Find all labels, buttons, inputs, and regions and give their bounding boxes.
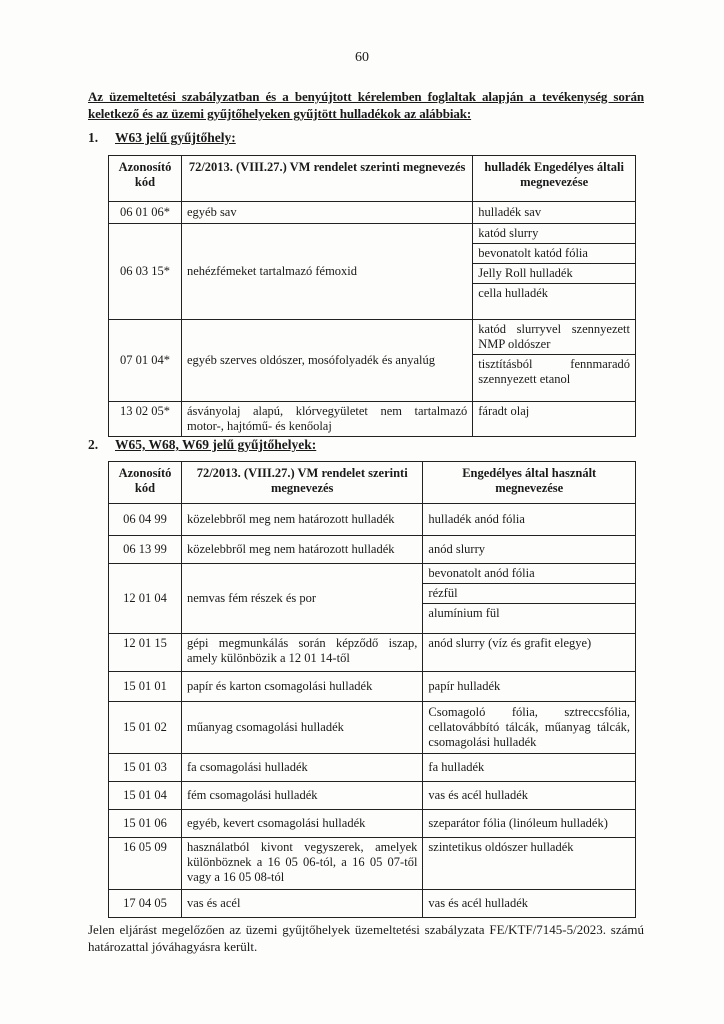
row-code: 15 01 02 xyxy=(109,702,182,754)
section-2-heading xyxy=(88,437,316,453)
table-row xyxy=(109,702,636,754)
table-row xyxy=(109,564,636,634)
table-row xyxy=(109,202,636,224)
row-code: 07 01 04* xyxy=(109,320,182,402)
row-operator-name: papír hulladék xyxy=(423,672,636,702)
header-code: Azonosító kód xyxy=(109,462,182,504)
table-row xyxy=(109,782,636,810)
row-operator-name: anód slurry xyxy=(423,536,636,564)
row-name: műanyag csomagolási hulladék xyxy=(181,702,422,754)
row-operator-name: hulladék anód fólia xyxy=(423,504,636,536)
header-operator-name: Engedélyes által használt megnevezése xyxy=(423,462,636,504)
row-name: gépi megmunkálás során képződő iszap, amely különbözik a 12 01 14-től xyxy=(181,634,422,672)
closing-paragraph: Jelen eljárást megelőzően az üzemi gyűjtőhelyek üzemeltetési szabályzata FE/KTF/7145-5/2023. számú határozattal jóváhagyásra került. xyxy=(88,922,644,954)
header-code: Azonosító kód xyxy=(109,156,182,202)
header-operator-name: hulladék Engedélyes általi megnevezése xyxy=(473,156,636,202)
row-operator-name: vas és acél hulladék xyxy=(423,890,636,918)
operator-name-item: bevonatolt katód fólia xyxy=(473,244,635,264)
row-name: használatból kivont vegyszerek, amelyek különböznek a 16 05 06-tól, a 16 05 07-től vagy a 16 05 08-tól xyxy=(181,838,422,890)
row-code: 06 13 99 xyxy=(109,536,182,564)
row-code: 06 03 15* xyxy=(109,224,182,320)
row-name: egyéb, kevert csomagolási hulladék xyxy=(181,810,422,838)
section-2-number: 2. xyxy=(88,437,99,452)
row-name: ásványolaj alapú, klórvegyületet nem tartalmazó motor-, hajtómű- és kenőolaj xyxy=(181,402,472,437)
operator-name-item: tisztításból fennmaradó szennyezett etanol xyxy=(478,357,630,386)
row-code: 16 05 09 xyxy=(109,838,182,890)
row-code: 15 01 03 xyxy=(109,754,182,782)
table-row xyxy=(109,320,636,402)
operator-name-item: katód slurry xyxy=(473,224,635,244)
row-operator-names xyxy=(473,224,636,320)
row-name: közelebbről meg nem határozott hulladék xyxy=(181,504,422,536)
table-w63 xyxy=(108,155,636,437)
row-code: 13 02 05* xyxy=(109,402,182,437)
row-name: közelebbről meg nem határozott hulladék xyxy=(181,536,422,564)
table-row xyxy=(109,224,636,320)
table-row xyxy=(109,536,636,564)
section-1-heading xyxy=(88,130,236,146)
header-regulation-name: 72/2013. (VIII.27.) VM rendelet szerinti megnevezés xyxy=(181,156,472,202)
row-name: fa csomagolási hulladék xyxy=(181,754,422,782)
row-code: 15 01 04 xyxy=(109,782,182,810)
table-row xyxy=(109,672,636,702)
table-header-row xyxy=(109,462,636,504)
row-operator-names xyxy=(473,320,636,402)
row-name: nehézfémeket tartalmazó fémoxid xyxy=(181,224,472,320)
operator-name-item: katód slurryvel szennyezett NMP oldószer xyxy=(473,320,635,355)
row-operator-name: hulladék sav xyxy=(473,202,636,224)
operator-name-item: Jelly Roll hulladék xyxy=(473,264,635,284)
intro-paragraph: Az üzemeltetési szabályzatban és a benyújtott kérelemben foglaltak alapján a tevékenység során keletkező és az üzemi gyűjtőhelyeken gyűjtött hulladékok az alábbiak: xyxy=(88,89,644,121)
operator-name-item: cella hulladék xyxy=(478,286,549,300)
row-operator-name: fa hulladék xyxy=(423,754,636,782)
row-operator-name: fáradt olaj xyxy=(473,402,636,437)
row-name: papír és karton csomagolási hulladék xyxy=(181,672,422,702)
table-row xyxy=(109,810,636,838)
row-operator-name: Csomagoló fólia, sztreccsfólia, cellatovábbító tálcák, műanyag tálcák, csomagolási hulladék xyxy=(423,702,636,754)
row-operator-name: anód slurry (víz és grafit elegye) xyxy=(423,634,636,672)
operator-name-item: rézfül xyxy=(423,584,635,604)
row-name: egyéb sav xyxy=(181,202,472,224)
operator-name-item: alumínium fül xyxy=(428,606,500,620)
row-name: vas és acél xyxy=(181,890,422,918)
row-name: egyéb szerves oldószer, mosófolyadék és anyalúg xyxy=(181,320,472,402)
row-operator-names xyxy=(423,564,636,634)
header-regulation-name: 72/2013. (VIII.27.) VM rendelet szerinti megnevezés xyxy=(181,462,422,504)
row-name: nemvas fém részek és por xyxy=(181,564,422,634)
page-number: 60 xyxy=(355,50,369,65)
row-code: 06 04 99 xyxy=(109,504,182,536)
row-operator-name: szeparátor fólia (linóleum hulladék) xyxy=(423,810,636,838)
row-operator-name: szintetikus oldószer hulladék xyxy=(423,838,636,890)
table-row xyxy=(109,634,636,672)
row-code: 15 01 06 xyxy=(109,810,182,838)
row-code: 15 01 01 xyxy=(109,672,182,702)
table-row xyxy=(109,838,636,890)
table-row xyxy=(109,402,636,437)
row-code: 17 04 05 xyxy=(109,890,182,918)
table-row xyxy=(109,754,636,782)
row-code: 12 01 04 xyxy=(109,564,182,634)
table-row xyxy=(109,504,636,536)
table-w65-w68-w69 xyxy=(108,461,636,918)
section-1-title: W63 jelű gyűjtőhely: xyxy=(115,130,236,145)
table-row xyxy=(109,890,636,918)
section-1-number: 1. xyxy=(88,130,99,145)
table-header-row xyxy=(109,156,636,202)
row-name: fém csomagolási hulladék xyxy=(181,782,422,810)
row-operator-name: vas és acél hulladék xyxy=(423,782,636,810)
row-code: 12 01 15 xyxy=(109,634,182,672)
section-2-title: W65, W68, W69 jelű gyűjtőhelyek: xyxy=(115,437,317,452)
row-code: 06 01 06* xyxy=(109,202,182,224)
operator-name-item: bevonatolt anód fólia xyxy=(423,564,635,584)
